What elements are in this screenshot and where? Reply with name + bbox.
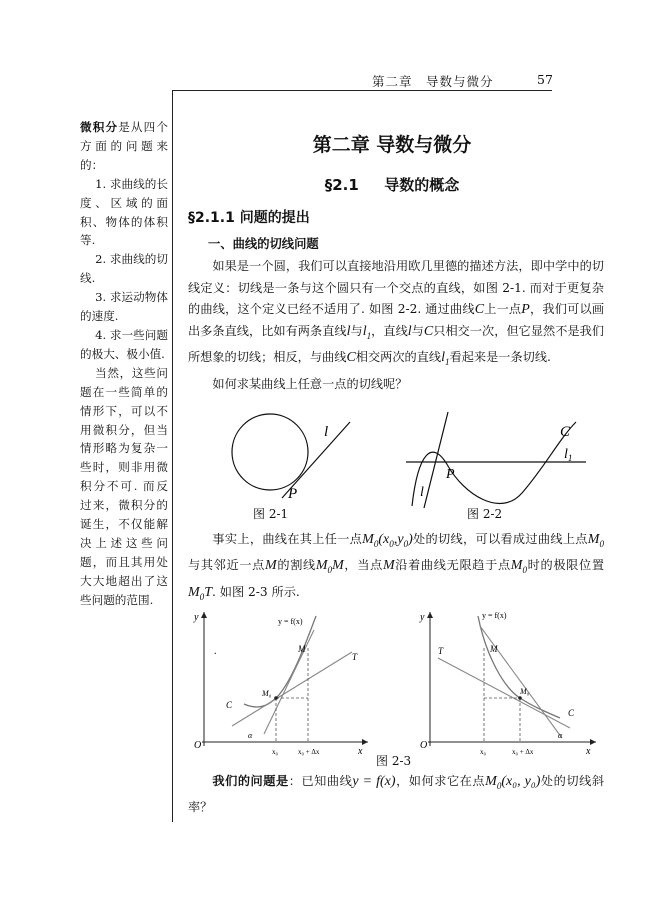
math-M0	[510, 558, 528, 576]
fig1-label-P: P	[288, 486, 298, 502]
label-O: O	[194, 740, 202, 751]
sidebar-item: 3. 求运动物体的速度.	[80, 290, 168, 324]
math-l: l	[407, 323, 412, 339]
text-run: 沿着曲线无限趋于点	[394, 558, 511, 573]
secant-M0M	[480, 626, 562, 738]
text-run: . 如图 2-3 所示.	[212, 584, 300, 599]
subsection-title: §2.1.1 问题的提出	[188, 210, 310, 226]
math-M: M	[485, 774, 497, 789]
point-M0	[274, 696, 278, 700]
tangent-T	[438, 658, 570, 728]
x-axis-arrow	[590, 739, 596, 745]
label-M0: M₀	[520, 687, 530, 696]
text-run: 与	[350, 323, 363, 338]
label-x0: x₀	[480, 748, 486, 756]
curve-C	[412, 422, 576, 506]
fig2-label-l1	[564, 447, 572, 463]
math-sub-0: 0	[373, 538, 379, 549]
math-coords: (x₀, y₀)	[501, 774, 541, 789]
text-run: ，直线	[371, 323, 408, 338]
label-alpha: α	[248, 731, 253, 740]
math-coord: (x	[378, 532, 390, 547]
figure-circle-tangent	[226, 408, 366, 504]
math-M: M	[265, 558, 277, 574]
label-x: x	[586, 746, 591, 757]
text-run: 与	[411, 323, 424, 338]
figure-secant-right	[420, 608, 600, 757]
label-y: y	[420, 612, 425, 623]
text-run: 时的极限位置	[527, 558, 605, 573]
math-M: M	[315, 558, 328, 574]
text-run: 处的切线，可以看成过曲线上点	[412, 532, 588, 546]
math-M: M	[188, 584, 200, 600]
figure-secant-left	[192, 608, 372, 757]
fig1-label-l: l	[324, 424, 329, 440]
math-M: M	[510, 558, 523, 574]
paragraph-problem	[188, 771, 604, 819]
label-func: y = f(x)	[278, 617, 303, 626]
math-P: P	[521, 302, 530, 318]
margin-rule	[172, 90, 173, 822]
page-number: 57	[537, 72, 553, 87]
math-M: M	[362, 532, 374, 547]
text-run: ，如何求它在点	[395, 774, 486, 788]
figure-curve-lines	[400, 408, 590, 508]
fig2-label-l1-base: l	[564, 447, 568, 462]
sidebar-closing: 当然，这些问题在一些简单的情形下，可以不用微积分，但当情形略为复杂一些时，则非用微积分不可. 而反过来，微积分的诞生，不仅能解决上述这些问题，而且其用处大大地超出了这些问题的范围.	[80, 365, 168, 607]
label-T: T	[438, 646, 444, 656]
sidebar-item: 4. 求一些问题的极大、极小值.	[80, 327, 168, 361]
label-x0dx: x₀ + Δx	[512, 748, 534, 756]
label-func: y = f(x)	[482, 611, 507, 620]
sidebar-item: 2. 求曲线的切线.	[80, 252, 168, 286]
sidebar-intro: 是从四个方面的问题来的：	[80, 120, 168, 172]
subsubsection-title: 一、曲线的切线问题	[208, 237, 319, 251]
label-T: T	[352, 652, 358, 662]
math-sub-0: 0	[599, 538, 605, 549]
math-l1-base: l	[441, 350, 445, 366]
math-l1-base: l	[362, 323, 367, 339]
fig2-label-P: P	[446, 467, 455, 482]
fig2-label-l1-sub: 1	[567, 453, 573, 463]
math-coord: ,y	[393, 532, 404, 547]
label-alpha: α	[558, 731, 563, 740]
header-rule	[172, 90, 552, 91]
label-M: M	[490, 644, 498, 654]
fig2-label-C: C	[560, 424, 571, 440]
math-C: C	[423, 323, 434, 339]
label-C: C	[568, 708, 575, 718]
label-C: C	[226, 700, 233, 710]
math-T: T	[204, 584, 213, 600]
x-axis-arrow	[362, 739, 368, 745]
text-run: 只相交一次，但它显然不是我们所想象的切线；相反，与曲线	[188, 323, 605, 365]
math-M0-point	[362, 532, 413, 547]
label-x: x	[358, 746, 363, 757]
math-formula: y = f(x)	[352, 774, 396, 789]
math-M0M	[315, 558, 344, 576]
math-sub-0: 0	[199, 591, 205, 602]
math-sub-0: 0	[327, 565, 333, 576]
math-coord: )	[408, 532, 413, 547]
stray-dot: .	[214, 646, 217, 657]
math-M: M	[587, 532, 600, 547]
math-M: M	[332, 558, 344, 574]
curve-f	[478, 616, 560, 718]
math-C: C	[474, 302, 485, 318]
math-l1	[441, 350, 449, 365]
label-y: y	[194, 612, 199, 623]
math-point	[485, 774, 540, 789]
running-header: 第二章 导数与微分	[372, 74, 494, 89]
label-x0dx: x₀ + Δx	[298, 748, 320, 756]
caption-fig-2-3: 图 2-3	[376, 754, 412, 768]
math-sub-0: 0	[496, 780, 502, 791]
text-run: 上一点	[484, 302, 522, 317]
label-M0: M₀	[262, 689, 272, 698]
problem-bold: 我们的问题是	[212, 774, 289, 788]
label-M: M	[298, 644, 306, 654]
label-O: O	[420, 740, 428, 751]
text-run: ，当点	[343, 558, 383, 573]
text-run: 事实上，曲线在其上任一点	[212, 532, 363, 546]
sidebar-item: 1. 求曲线的长度、区域的面积、物体的体积等.	[80, 176, 168, 248]
text-run: 如果是一个圆，我们可以直接地沿用欧几里德的描述方法，即中学中的切线定义：切线是一条与这个圆只有一个交点的直线，如图 2-1. 而对于更复杂的曲线，这个定义已经不适用了. 如图 2-2. 通过曲线	[188, 259, 604, 317]
caption-fig-2-1: 图 2-1	[253, 507, 289, 521]
section-title: §2.1 导数的概念	[324, 176, 460, 194]
math-C: C	[346, 350, 356, 366]
text-run: 处的切线斜率？	[188, 774, 605, 815]
y-axis-arrow	[201, 612, 207, 618]
paragraph-secant	[188, 529, 604, 608]
text-run: 与其邻近一点	[188, 558, 266, 573]
caption-fig-2-2: 图 2-2	[467, 507, 503, 521]
text-run: ，我们可以画出多条直线，比如有两条直线	[188, 302, 605, 338]
math-l: l	[346, 323, 351, 339]
math-sub-0: 0	[389, 538, 394, 549]
text-run: 的割线	[276, 558, 316, 573]
math-sub-0: 0	[522, 565, 528, 576]
curve-f	[244, 616, 316, 707]
sidebar-note	[80, 118, 168, 610]
text-run: 看起来是一条切线.	[449, 350, 551, 365]
label-x0: x₀	[272, 748, 278, 756]
question-tangent: 如何求某曲线上任意一点的切线呢？	[212, 376, 408, 391]
y-axis-arrow	[427, 612, 433, 618]
math-l1-sub: 1	[366, 330, 372, 341]
math-M: M	[382, 558, 395, 574]
fig2-label-l: l	[420, 485, 424, 500]
sidebar-intro-bold: 微积分	[80, 120, 119, 134]
paragraph-intro	[188, 256, 604, 395]
math-M0	[588, 532, 604, 547]
text-run: ：已知曲线	[288, 774, 353, 788]
circle-shape	[232, 414, 308, 490]
chapter-title: 第二章 导数与微分	[312, 134, 472, 156]
text-run: 相交两次的直线	[355, 350, 442, 365]
math-M0T	[188, 585, 212, 600]
math-l1	[363, 324, 371, 339]
point-M0	[518, 696, 522, 700]
secant-M0M	[264, 630, 314, 734]
tangent-T	[232, 652, 352, 726]
math-l1-sub: 1	[444, 356, 450, 367]
math-sub-0: 0	[403, 538, 409, 549]
